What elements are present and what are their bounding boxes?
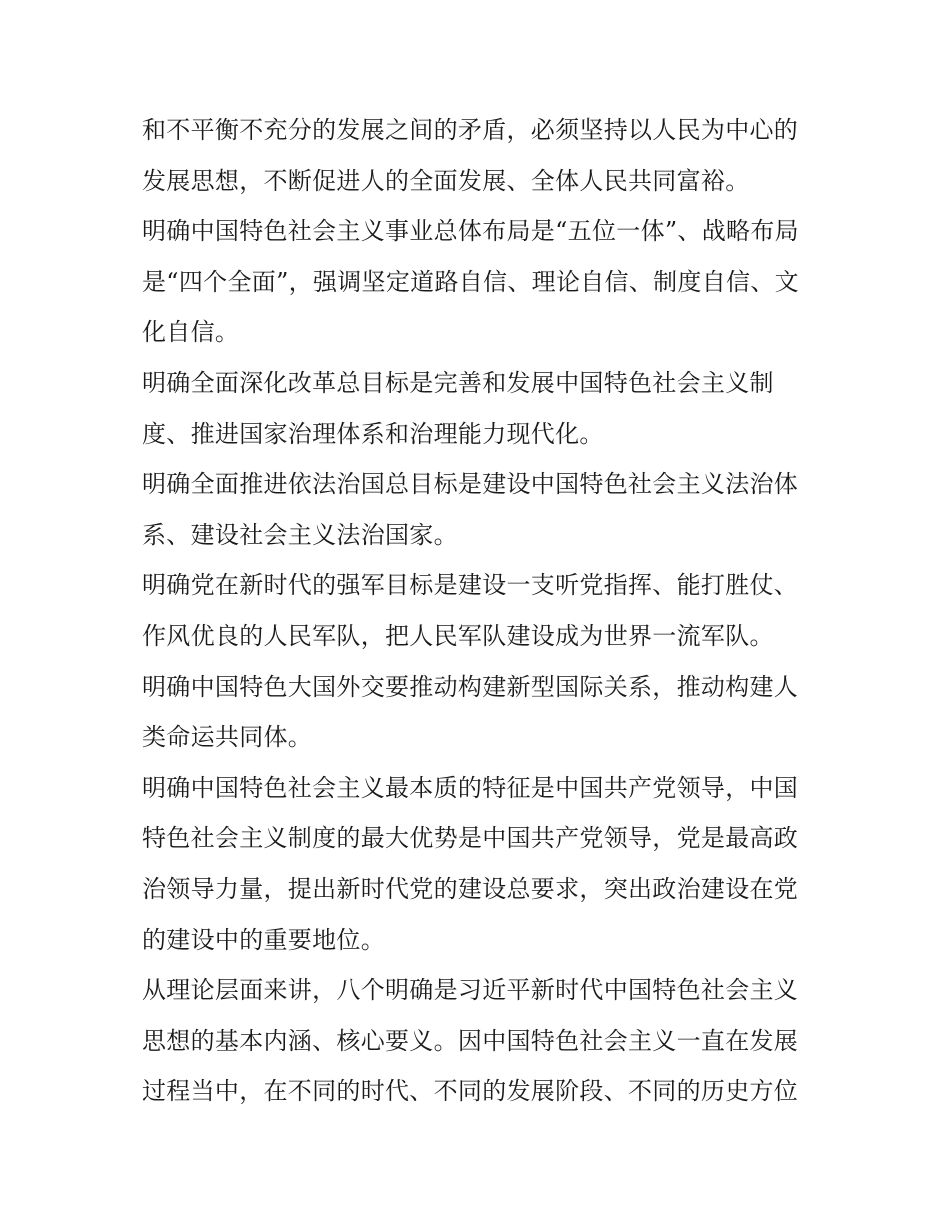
text-line: 明确中国特色大国外交要推动构建新型国际关系，推动构建人 (142, 672, 799, 701)
text-line: 特色社会主义制度的最大优势是中国共产党领导，党是最高政 (142, 824, 799, 853)
body-text (142, 105, 814, 1117)
text-line: 系、建设社会主义法治国家。 (142, 520, 458, 549)
text-line: 化自信。 (142, 318, 240, 347)
text-line: 发展思想，不断促进人的全面发展、全体人民共同富裕。 (142, 166, 750, 195)
text-line: 明确中国特色社会主义最本质的特征是中国共产党领导，中国 (142, 773, 799, 802)
text-line: 明确党在新时代的强军目标是建设一支听党指挥、能打胜仗、 (142, 571, 799, 600)
text-line: 是“四个全面”，强调坚定道路自信、理论自信、制度自信、文 (142, 267, 799, 296)
text-line: 作风优良的人民军队，把人民军队建设成为世界一流军队。 (142, 621, 774, 650)
text-line: 的建设中的重要地位。 (142, 925, 385, 954)
text-line: 思想的基本内涵、核心要义。因中国特色社会主义一直在发展 (142, 1026, 799, 1055)
text-line: 从理论层面来讲，八个明确是习近平新时代中国特色社会主义 (142, 976, 799, 1005)
text-line: 明确全面推进依法治国总目标是建设中国特色社会主义法治体 (142, 470, 799, 499)
text-line: 明确全面深化改革总目标是完善和发展中国特色社会主义制 (142, 368, 774, 397)
text-line: 过程当中，在不同的时代、不同的发展阶段、不同的历史方位 (142, 1077, 799, 1106)
text-line: 和不平衡不充分的发展之间的矛盾，必须坚持以人民为中心的 (142, 116, 799, 144)
text-line: 明确中国特色社会主义事业总体布局是“五位一体”、战略布局 (142, 217, 799, 246)
text-line: 治领导力量，提出新时代党的建设总要求，突出政治建设在党 (142, 874, 799, 903)
text-line: 度、推进国家治理体系和治理能力现代化。 (142, 419, 604, 448)
text-line: 类命运共同体。 (142, 723, 313, 752)
